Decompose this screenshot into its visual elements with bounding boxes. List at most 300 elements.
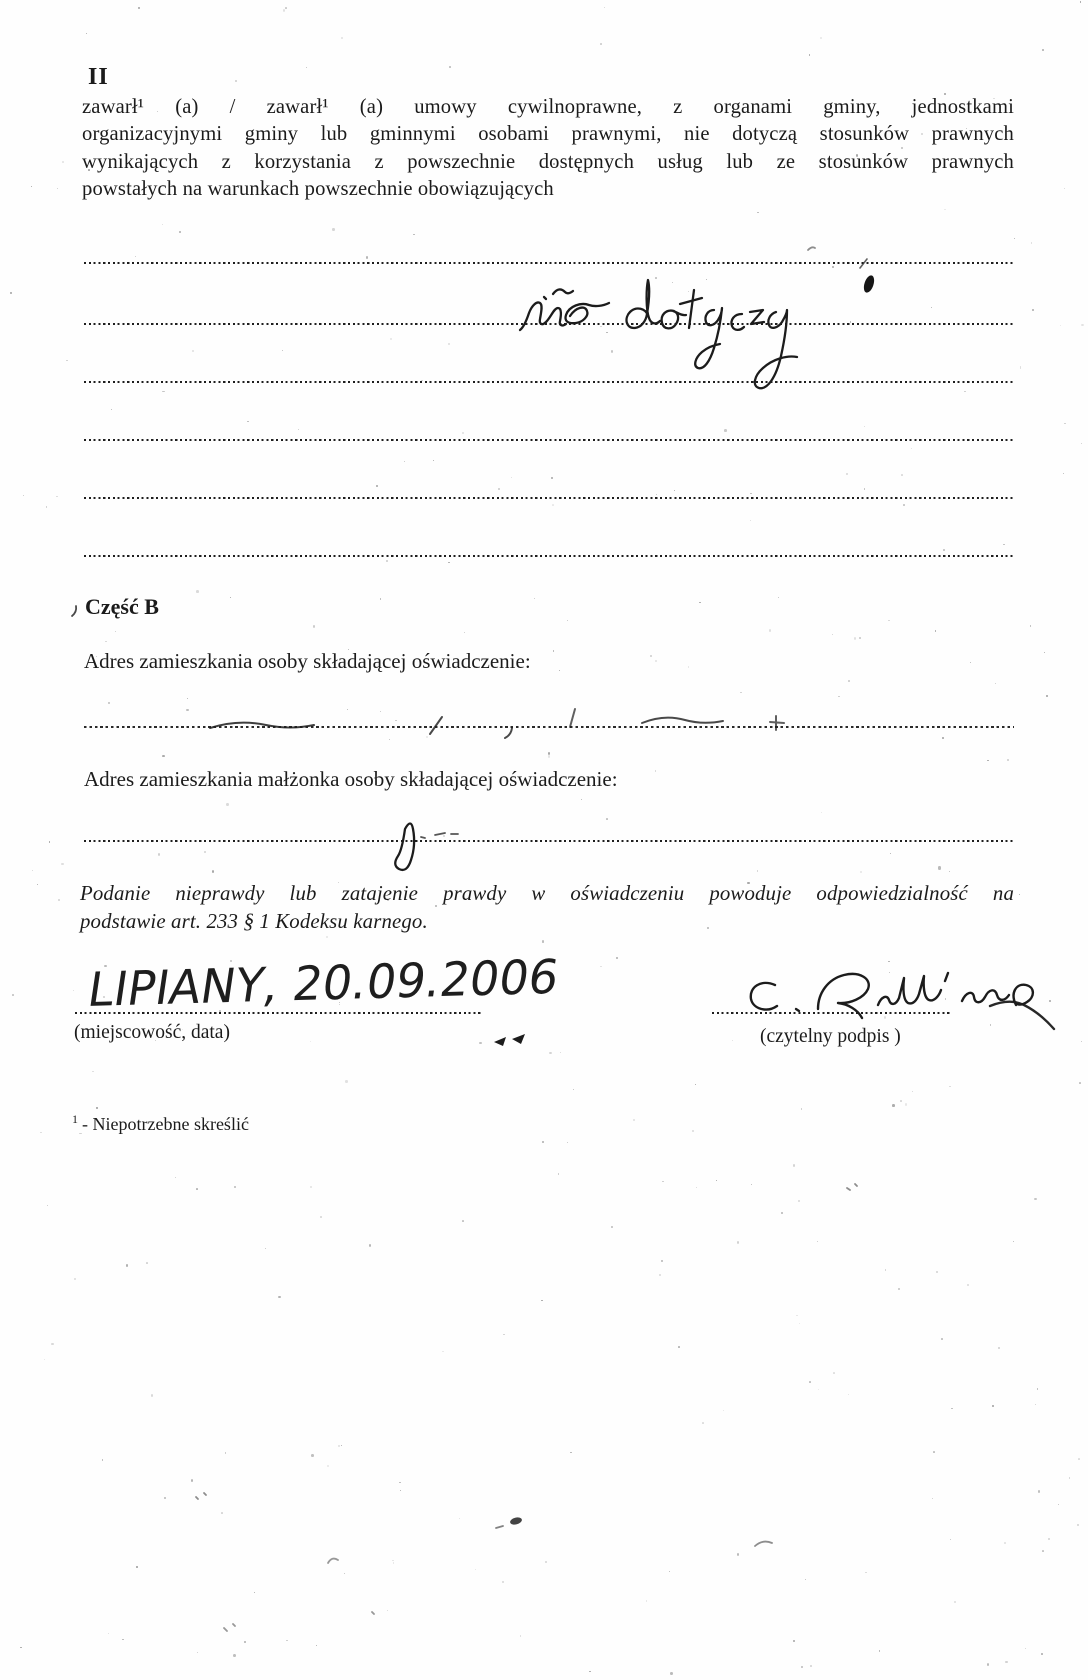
scan-speckle (462, 1220, 464, 1222)
scan-speckle (338, 1445, 340, 1446)
scan-speckle (942, 737, 944, 738)
scan-speckle (404, 461, 405, 462)
scan-speckle (903, 504, 905, 506)
scan-speckle (932, 1498, 933, 1500)
scan-speckle (285, 7, 287, 9)
scan-speckle (136, 1566, 138, 1567)
scan-speckle (332, 228, 334, 231)
scan-speckle (838, 696, 840, 697)
scan-speckle (278, 1296, 280, 1298)
scan-speckle (108, 1633, 109, 1634)
scan-speckle (944, 209, 945, 210)
comma-artifact (72, 606, 76, 616)
scan-speckle (1037, 1388, 1039, 1390)
scan-speckle (44, 1359, 45, 1360)
scan-speckle (433, 460, 434, 461)
scan-speckle (854, 637, 856, 639)
scan-speckle (310, 1186, 312, 1188)
scan-speckle (935, 630, 936, 631)
scan-speckle (426, 736, 428, 738)
scan-speckle (380, 598, 381, 599)
dotted-writing-line[interactable] (84, 381, 1014, 383)
scan-speckle (633, 1119, 635, 1122)
scan-speckle (390, 338, 393, 340)
scan-speckle (1060, 325, 1061, 326)
scan-speckle (646, 1600, 648, 1602)
scan-speckle (995, 683, 997, 685)
dotted-writing-line[interactable] (84, 497, 1014, 499)
scan-speckle (987, 760, 988, 761)
scan-speckle (283, 9, 285, 12)
scan-speckle (888, 620, 890, 621)
scan-speckle (448, 343, 450, 344)
scan-speckle (750, 493, 751, 494)
scan-speckle (650, 655, 652, 658)
scan-speckle (162, 755, 165, 757)
scan-speckle (567, 1142, 568, 1143)
scan-speckle (341, 37, 343, 39)
scan-speckle (234, 1186, 236, 1188)
scan-speckle (475, 1569, 476, 1570)
intro-line-4: powstałych na warunkach powszechnie obowiązujących (82, 178, 554, 201)
scan-speckle (179, 231, 181, 232)
scan-speckle (503, 1334, 504, 1335)
scan-speckle (611, 1226, 613, 1229)
scan-speckle (399, 1482, 400, 1484)
scan-speckle (135, 256, 136, 257)
dotted-writing-line[interactable] (84, 323, 1014, 325)
scan-speckle (187, 698, 188, 699)
place-date-line[interactable] (75, 1012, 481, 1014)
scan-speckle (805, 1579, 806, 1580)
scan-speckle (901, 474, 904, 476)
scan-speckle (479, 1042, 481, 1044)
scan-speckle (809, 54, 810, 55)
scan-speckle (964, 391, 966, 393)
smudge-loop-line8 (395, 824, 458, 870)
scan-speckle (801, 1666, 803, 1668)
scan-speckle (369, 1244, 371, 1247)
scan-speckle (949, 1086, 951, 1087)
scan-speckle (757, 212, 759, 213)
scan-speckle (502, 1581, 504, 1582)
scan-speckle (66, 360, 67, 361)
scan-speckle (604, 7, 605, 8)
scan-speckle (192, 350, 194, 352)
scan-speckle (848, 1394, 849, 1395)
scan-speckle (950, 1539, 951, 1540)
scan-speckle (282, 350, 283, 351)
scan-speckle (793, 1640, 795, 1642)
scan-speckle (1046, 695, 1048, 697)
scan-speckle (1007, 759, 1009, 761)
address-spouse-label: Adres zamieszkania małżonka osoby składającej oświadczenie: (84, 767, 618, 791)
scan-speckle (850, 321, 851, 322)
scan-speckle (1058, 1504, 1059, 1505)
scan-speckle (674, 490, 675, 491)
scan-speckle (821, 812, 822, 813)
scan-speckle (559, 670, 560, 671)
scan-speckle (316, 1645, 317, 1646)
scan-speckle (341, 1445, 342, 1446)
scan-speckle (1004, 1542, 1006, 1544)
scan-speckle (344, 1573, 345, 1574)
scan-speckle (670, 1672, 673, 1675)
scan-speckle (345, 1080, 347, 1083)
scan-speckle (306, 67, 307, 68)
scan-speckle (655, 277, 657, 279)
scan-speckle (347, 709, 348, 710)
scan-speckle (47, 1205, 48, 1206)
scan-speckle (196, 590, 198, 593)
scan-speckle (310, 1041, 311, 1042)
handwriting-nie-dotyczy (520, 280, 797, 388)
scan-speckle (1032, 309, 1034, 311)
scan-speckle (606, 332, 608, 334)
legal-clause-line-2: podstawie art. 233 § 1 Kodeksu karnego. (80, 910, 428, 933)
scan-speckle (226, 803, 229, 806)
scan-speckle (611, 350, 613, 353)
scan-speckle (879, 1650, 881, 1652)
scan-speckle (244, 1641, 246, 1643)
smudge-strokes-line7 (210, 709, 784, 738)
scan-speckle (616, 957, 618, 959)
scan-speckle (739, 727, 740, 728)
scan-speckle (162, 224, 163, 225)
scan-speckle (400, 1490, 401, 1491)
scan-speckle (37, 884, 38, 886)
scan-speckle (552, 504, 554, 506)
scan-speckle (104, 965, 106, 967)
footnote (72, 1112, 249, 1135)
scan-speckle (46, 506, 47, 507)
scan-speckle (212, 870, 214, 873)
scan-speckle (581, 799, 582, 800)
scan-speckle (313, 625, 315, 628)
scan-speckle (49, 841, 51, 843)
scan-speckle (186, 709, 188, 711)
scan-speckle (951, 1408, 953, 1410)
scan-speckle (542, 1141, 544, 1143)
scan-speckle (1041, 1653, 1043, 1655)
scan-speckle (970, 662, 971, 663)
scan-speckle (62, 161, 64, 163)
scan-speckle (889, 972, 891, 974)
place-date-caption: (miejscowość, data) (74, 1022, 230, 1043)
scan-speckle (103, 996, 104, 997)
scan-speckle (793, 1164, 795, 1167)
scan-speckle (933, 1451, 935, 1453)
scan-speckle (339, 1004, 340, 1005)
scan-speckle (678, 1346, 680, 1348)
scan-speckle (23, 495, 24, 496)
scan-speckle (798, 1200, 800, 1202)
scan-speckle (115, 631, 116, 632)
scan-speckle (298, 429, 299, 430)
scan-speckle (511, 477, 512, 478)
scan-speckle (542, 940, 544, 942)
intro-line-1: zawarł¹ (a) / zawarł¹ (a) umowy cywilnoprawne, z organami gminy, jednostkami (82, 96, 1014, 118)
scan-speckle (327, 1465, 329, 1468)
scan-speckle (990, 1024, 992, 1026)
scan-speckle (520, 1635, 521, 1637)
scan-speckle (833, 1372, 835, 1374)
scan-speckle (1019, 894, 1020, 895)
scan-speckle (898, 1288, 900, 1290)
scan-speckle (737, 1241, 739, 1243)
scan-speckle (706, 279, 707, 280)
scan-speckle (1042, 49, 1044, 51)
scan-speckle (1044, 652, 1046, 653)
scan-speckle (459, 1518, 460, 1520)
scan-speckle (810, 1665, 813, 1667)
scan-speckle (12, 994, 14, 996)
dotted-writing-line[interactable] (84, 840, 1014, 842)
stray-marks (196, 247, 857, 1631)
handwriting-place-date: LIPIANY, 20.09.2006 (84, 949, 570, 1018)
scan-speckle (943, 549, 945, 551)
scan-speckle (138, 7, 140, 9)
scan-speckle (105, 641, 107, 642)
dotted-writing-line[interactable] (84, 439, 1014, 441)
scan-speckle (769, 629, 771, 632)
scan-speckle (1048, 1538, 1050, 1541)
scan-speckle (1035, 1404, 1036, 1405)
scan-speckle (1013, 1241, 1014, 1242)
scan-speckle (545, 1561, 547, 1563)
scan-speckle (1042, 1550, 1044, 1552)
scan-speckle (890, 853, 891, 854)
signature-caption: (czytelny podpis ) (760, 1026, 901, 1047)
scan-speckle (162, 391, 165, 393)
scan-speckle (389, 739, 390, 740)
scan-speckle (1020, 366, 1022, 368)
scan-speckle (1077, 1524, 1079, 1525)
scan-speckle (102, 1459, 104, 1461)
scan-speckle (164, 1497, 166, 1499)
scan-speckle (73, 990, 74, 991)
scan-speckle (987, 1663, 989, 1666)
scan-speckle (936, 1271, 938, 1273)
part-b-heading: Część B (85, 594, 159, 619)
scan-speckle (817, 1241, 818, 1242)
scan-speckle (884, 1016, 886, 1019)
scan-speckle (1030, 625, 1032, 627)
scan-speckle (395, 720, 397, 722)
scan-speckle (96, 1107, 99, 1109)
section-heading: II (88, 64, 109, 90)
scan-speckle (286, 1640, 288, 1642)
scan-speckle (905, 1103, 907, 1105)
scan-speckle (247, 421, 248, 422)
scan-speckle (992, 1405, 994, 1407)
scan-speckle (688, 291, 689, 292)
scan-speckle (600, 43, 602, 45)
scan-speckle (58, 899, 60, 901)
scan-speckle (196, 1188, 198, 1190)
scan-speckle (672, 282, 674, 284)
scan-speckle (860, 871, 862, 873)
scan-speckle (122, 1639, 124, 1641)
scan-speckle (548, 755, 550, 758)
scan-speckle (235, 80, 237, 82)
scan-speckle (1063, 473, 1064, 474)
scan-speckle (254, 1592, 255, 1593)
scan-speckle (366, 256, 368, 258)
scan-speckle (781, 1212, 783, 1214)
scan-speckle (655, 660, 657, 662)
scan-speckle (799, 1323, 800, 1324)
scan-speckle (108, 702, 110, 704)
scan-speckle (820, 37, 822, 39)
scan-speckle (864, 488, 865, 490)
scan-speckle (339, 1002, 341, 1003)
scan-speckle (600, 966, 602, 968)
dotted-writing-line[interactable] (84, 726, 1014, 728)
scan-speckle (1031, 242, 1032, 243)
scan-speckle (848, 680, 850, 682)
scan-speckle (750, 520, 751, 521)
scan-speckle (265, 1248, 266, 1249)
scan-speckle (662, 1181, 664, 1183)
scan-speckle (751, 1184, 752, 1185)
scan-speckle (56, 496, 58, 498)
scan-speckle (600, 326, 601, 327)
signature-line[interactable] (712, 1012, 952, 1014)
scan-speckle (702, 1422, 704, 1424)
scan-speckle (57, 188, 58, 189)
scan-speckle (74, 1278, 76, 1280)
scan-speckle (967, 1284, 969, 1286)
arrow-smudges (494, 1034, 525, 1046)
scan-speckle (656, 494, 657, 495)
scan-speckle (865, 1572, 867, 1574)
scan-speckle (31, 186, 32, 187)
scan-speckle (40, 1132, 42, 1134)
scan-speckle (998, 1347, 1000, 1350)
scan-speckle (1005, 1661, 1008, 1663)
scan-speckle (175, 1177, 176, 1178)
scan-speckle (221, 1512, 223, 1514)
scan-speckle (1081, 1041, 1083, 1042)
scan-speckle (688, 666, 689, 668)
scan-speckle (560, 1052, 562, 1053)
scan-speckle (551, 477, 553, 478)
scan-speckle (448, 562, 449, 563)
intro-line-2: organizacyjnymi gminy lub gminnymi osobami prawnymi, nie dotyczą stosunków prawnych (82, 123, 1014, 146)
scan-speckle (659, 1274, 661, 1276)
scan-speckle (699, 602, 701, 603)
scan-speckle (832, 266, 834, 268)
intro-line-3: wynikających z korzystania z powszechnie dostępnych usług lub ze stosunków prawnych (82, 150, 1014, 173)
scan-speckle (655, 770, 656, 771)
signature-scribble (751, 973, 1054, 1029)
scan-speckle (61, 863, 63, 865)
scan-speckle (541, 1300, 542, 1302)
scan-speckle (695, 1084, 697, 1085)
scan-speckle (1078, 1458, 1080, 1460)
scan-speckle (778, 597, 780, 599)
scan-speckle (376, 485, 378, 487)
scan-speckle (462, 432, 464, 435)
scan-speckle (573, 1089, 574, 1090)
scan-speckle (949, 871, 950, 872)
footnote-text: - Niepotrzebne skreślić (82, 1114, 249, 1134)
scan-speckle (912, 1091, 913, 1092)
scan-speckle (1081, 324, 1083, 326)
scan-speckle (846, 473, 848, 474)
scan-speckle (10, 292, 12, 294)
scan-speckle (86, 33, 87, 34)
scan-speckle (320, 1216, 322, 1218)
scan-speckle (796, 1315, 797, 1317)
scan-speckle (393, 1562, 395, 1564)
scan-speckle (92, 1071, 94, 1072)
scan-speckle (230, 960, 232, 962)
scan-speckle (549, 1052, 552, 1054)
scan-speckle (724, 429, 727, 432)
scan-speckle (954, 1601, 956, 1602)
scan-speckle (832, 634, 833, 635)
intro-paragraph (82, 94, 1014, 204)
scan-speckle (32, 870, 33, 871)
scan-speckle (553, 650, 554, 651)
scan-speckle (449, 66, 451, 68)
scan-speckle (900, 1100, 901, 1102)
scan-speckle (692, 1130, 694, 1132)
scan-speckle (931, 307, 932, 308)
scan-speckle (885, 1269, 886, 1270)
scan-speckle (859, 637, 861, 639)
scan-speckle (311, 1454, 314, 1457)
scan-speckle (892, 1104, 895, 1107)
scan-speckle (534, 598, 535, 599)
scan-speckle (442, 1351, 444, 1353)
scan-speckle (1081, 443, 1082, 444)
scan-speckle (941, 1338, 943, 1340)
scan-speckle (386, 560, 388, 562)
scan-speckle (413, 234, 415, 235)
scan-speckle (387, 1610, 388, 1611)
scan-speckle (1069, 1477, 1071, 1479)
scan-speckle (1064, 188, 1065, 189)
dotted-writing-line[interactable] (84, 262, 1014, 264)
footnote-marker: 1 (72, 1112, 78, 1126)
scan-speckle (1079, 1082, 1081, 1084)
scan-speckle (380, 711, 381, 712)
scan-speckle (1014, 238, 1015, 239)
scan-speckle (864, 426, 866, 427)
dotted-writing-line[interactable] (84, 555, 1014, 557)
scan-speckle (911, 448, 912, 449)
scan-speckle (740, 692, 741, 693)
scan-speckle (888, 961, 889, 962)
scan-speckle (1003, 544, 1005, 545)
scan-speckle (723, 1410, 724, 1411)
scan-speckle (191, 1479, 193, 1482)
legal-clause (80, 880, 1014, 936)
scan-speckle (197, 1652, 198, 1654)
scan-speckle (204, 851, 205, 852)
scan-speckle (146, 1262, 148, 1264)
scan-speckle (809, 1381, 811, 1383)
scan-speckle (567, 620, 568, 621)
scan-speckle (443, 835, 445, 837)
scan-speckle (801, 1108, 802, 1109)
scan-speckle (1038, 1490, 1041, 1492)
scan-speckle (230, 597, 231, 598)
scan-speckle (669, 1571, 671, 1572)
